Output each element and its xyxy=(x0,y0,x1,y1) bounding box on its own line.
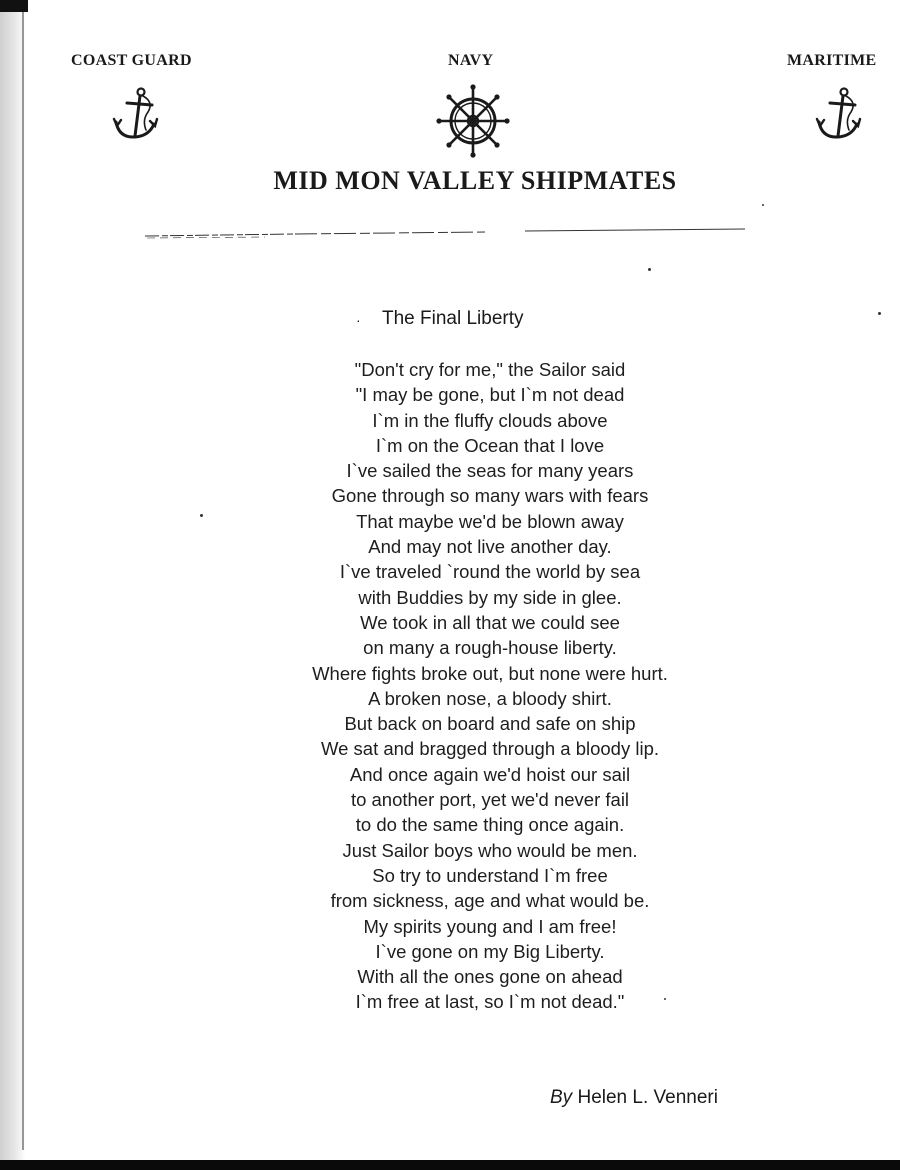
scan-speck xyxy=(664,998,666,1000)
poem-line: We sat and bragged through a bloody lip. xyxy=(320,738,660,760)
scan-bottom-edge xyxy=(0,1160,900,1170)
poem-line: A broken nose, a bloody shirt. xyxy=(368,687,612,709)
poem-line: "I may be gone, but I`m not dead xyxy=(355,384,625,406)
poem-line: I`ve gone on my Big Liberty. xyxy=(375,940,605,962)
ships-wheel-icon xyxy=(436,84,510,158)
scan-speck xyxy=(200,514,203,517)
poem-line: with Buddies by my side in glee. xyxy=(358,586,622,608)
poem-line: My spirits young and I am free! xyxy=(363,915,617,937)
poem-line: That maybe we'd be blown away xyxy=(356,510,624,532)
poem-line: I`m free at last, so I`m not dead." xyxy=(355,991,625,1013)
poem-line: Gone through so many wars with fears xyxy=(331,485,649,507)
branch-maritime: MARITIME xyxy=(787,52,877,69)
branch-coast-guard: COAST GUARD xyxy=(71,52,192,69)
author-byline xyxy=(550,1087,718,1109)
header-divider xyxy=(145,226,745,240)
poem-line: from sickness, age and what would be. xyxy=(330,890,650,912)
byline-prefix: By xyxy=(550,1087,573,1108)
poem-line: And once again we'd hoist our sail xyxy=(349,763,631,785)
anchor-icon xyxy=(813,86,863,144)
poem-line: But back on board and safe on ship xyxy=(344,713,636,735)
organization-title: MID MON VALLEY SHIPMATES xyxy=(273,166,677,195)
poem-body xyxy=(230,357,750,1015)
poem-title: The Final Liberty xyxy=(382,308,524,329)
poem-line: to do the same thing once again. xyxy=(355,814,625,836)
poem-line: I`ve sailed the seas for many years xyxy=(346,460,634,482)
poem-bullet: · xyxy=(356,312,361,328)
scan-speck xyxy=(648,268,651,271)
scan-corner-mark xyxy=(0,0,28,12)
poem-line: Just Sailor boys who would be men. xyxy=(342,839,638,861)
poem-line: I`m in the fluffy clouds above xyxy=(372,409,608,431)
poem-line: Where fights broke out, but none were hurt. xyxy=(312,662,668,684)
poem-line: I`ve traveled `round the world by sea xyxy=(339,561,641,583)
scan-speck xyxy=(878,312,881,315)
poem-line: We took in all that we could see xyxy=(360,611,620,633)
poem-line: on many a rough-house liberty. xyxy=(363,637,617,659)
poem-line: And may not live another day. xyxy=(368,536,612,558)
poem-line: "Don't cry for me," the Sailor said xyxy=(354,359,626,380)
poem-line: So try to understand I`m free xyxy=(372,864,608,886)
scan-speck xyxy=(762,204,764,206)
poem-line: I`m on the Ocean that I love xyxy=(375,434,605,456)
poem-line: to another port, yet we'd never fail xyxy=(350,789,630,811)
branch-navy: NAVY xyxy=(448,52,494,69)
poem-line: With all the ones gone on ahead xyxy=(357,966,623,988)
author-name: Helen L. Venneri xyxy=(577,1087,718,1108)
anchor-icon xyxy=(110,86,160,144)
